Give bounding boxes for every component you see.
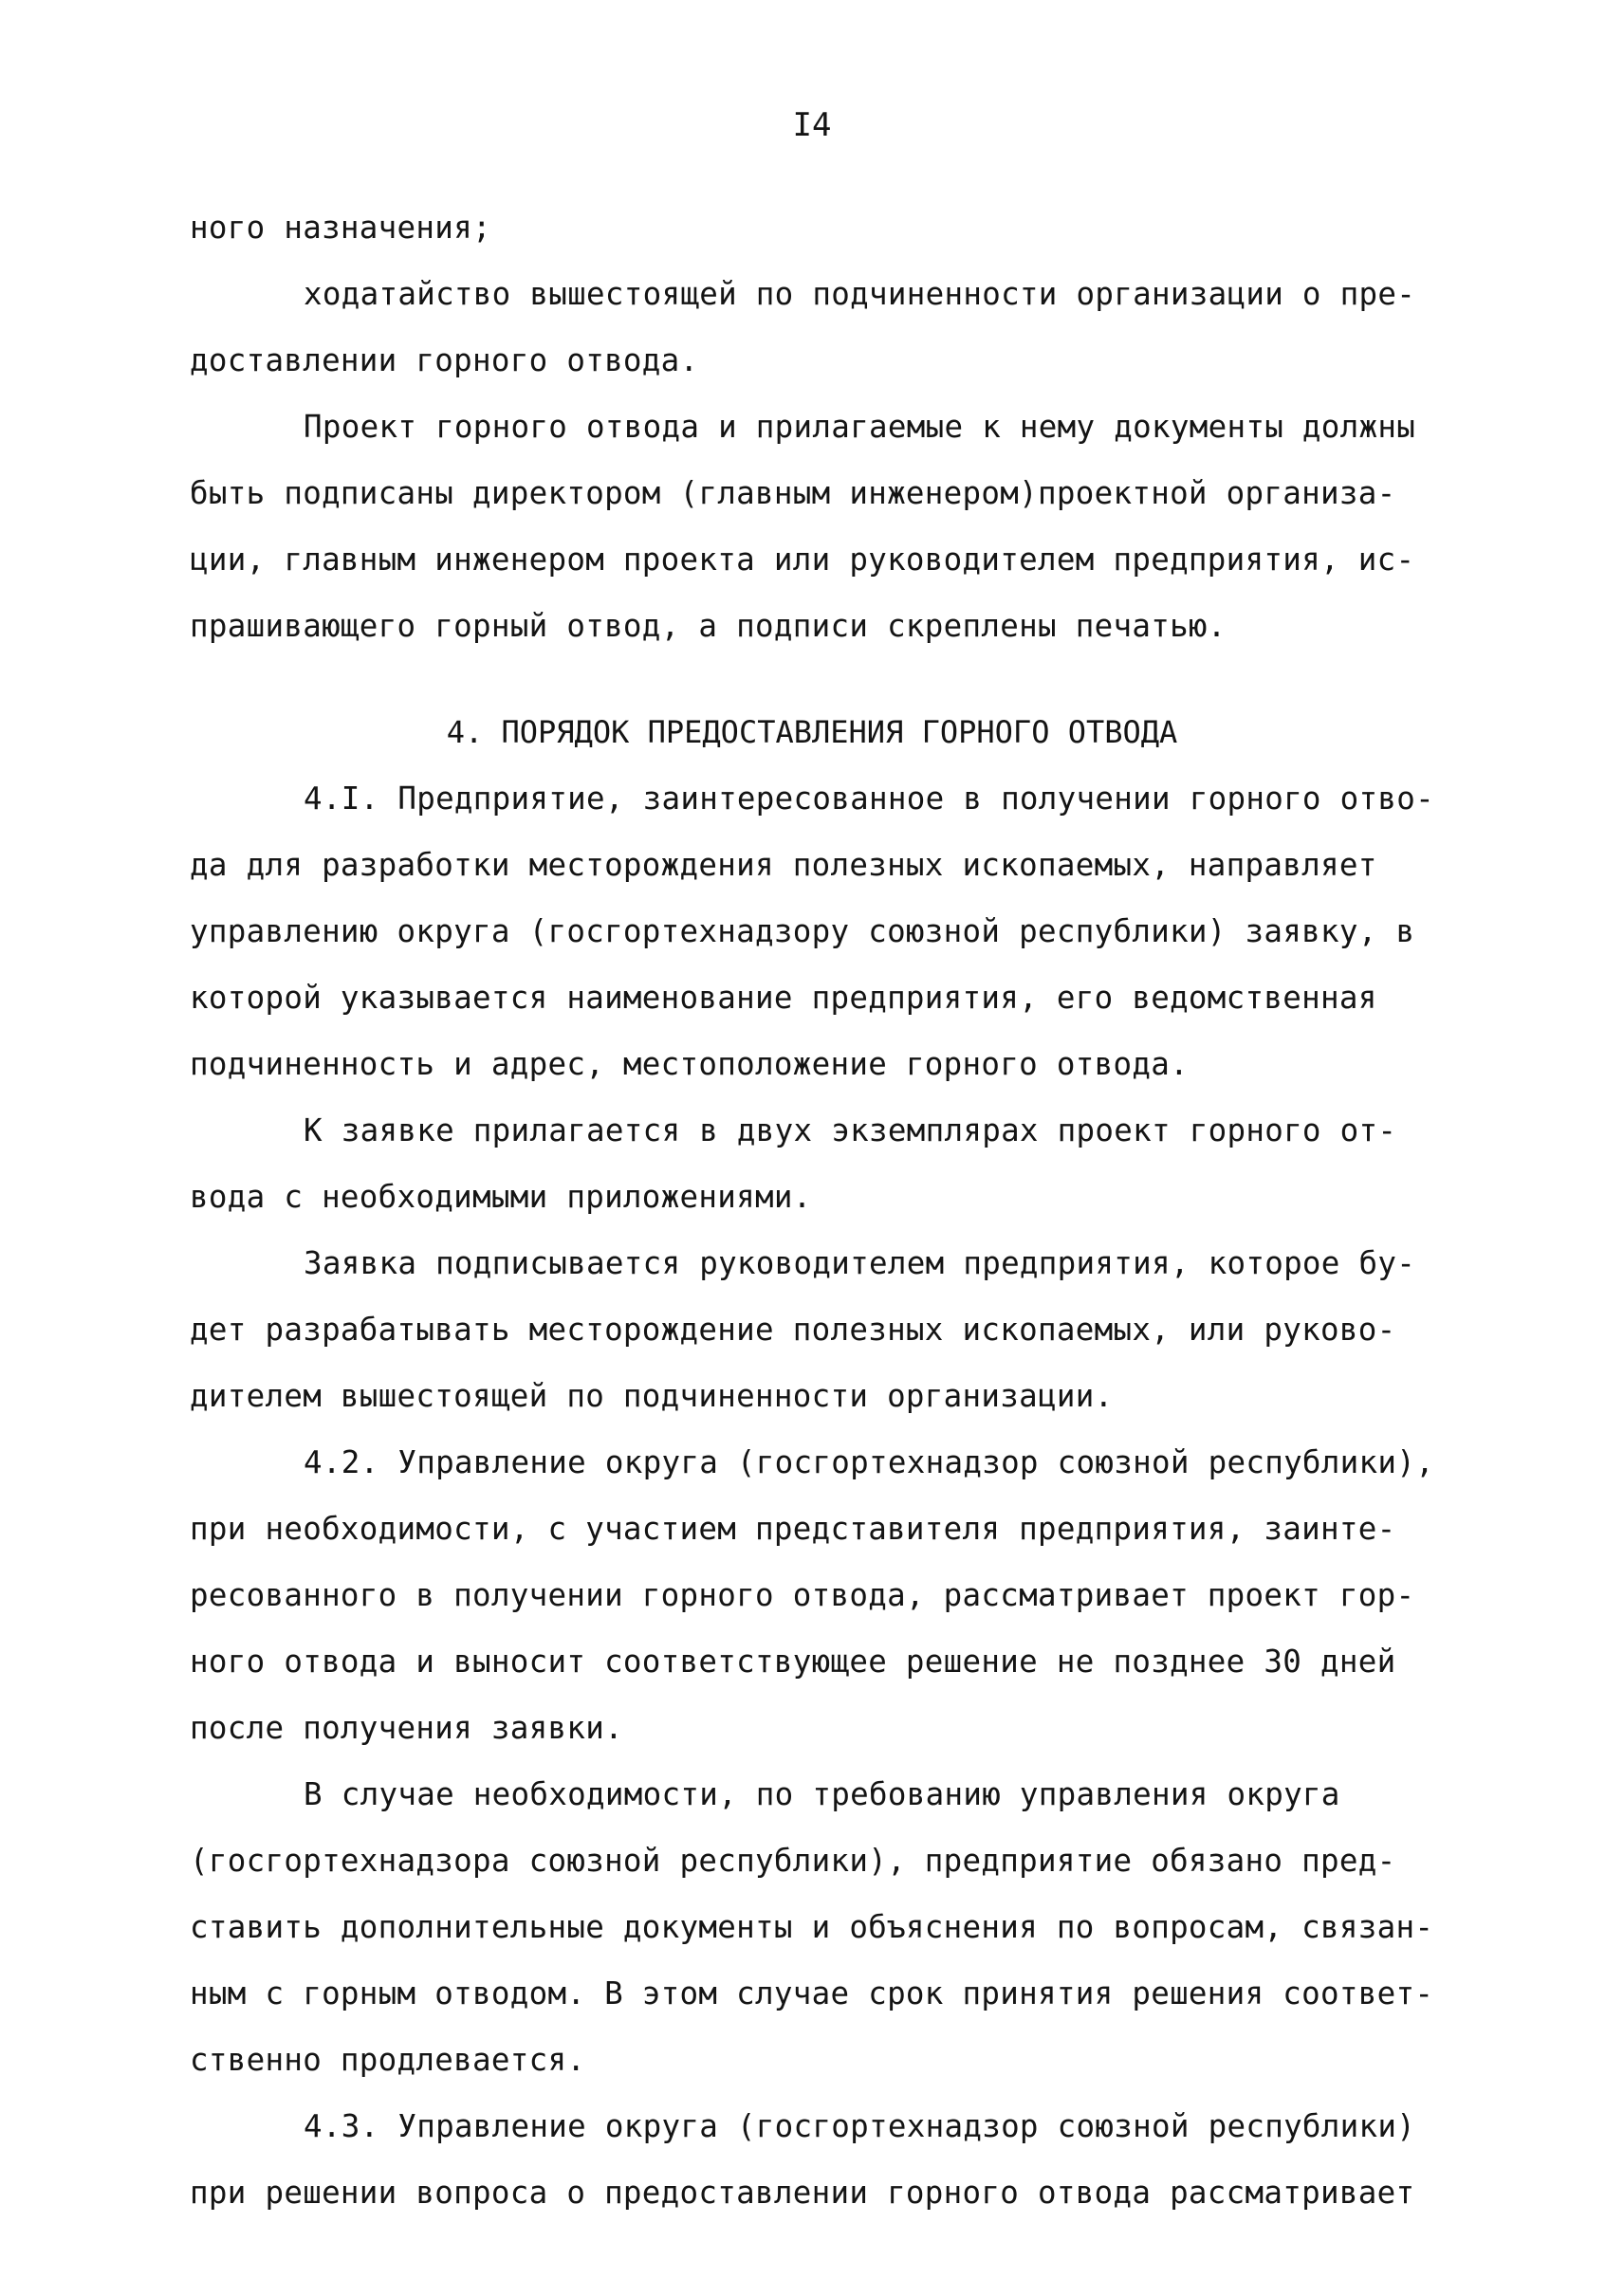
text-line: Проект горного отвода и прилагаемые к нему документы должны (304, 409, 1416, 445)
text-line: при необходимости, с участием представителя предприятия, заинте- (190, 1511, 1396, 1547)
text-line: К заявке прилагается в двух экземплярах проект горного от- (304, 1112, 1397, 1148)
text-line: дителем вышестоящей по подчиненности организации. (190, 1378, 1114, 1414)
text-line: 4.2. Управление округа (госгортехнадзор союзной республики), (304, 1444, 1434, 1480)
text-line: доставлении горного отвода. (190, 342, 699, 378)
text-line: 4.3. Управление округа (госгортехнадзор союзной республики) (304, 2108, 1416, 2144)
text-line: вода с необходимыми приложениями. (190, 1179, 812, 1215)
page-number: I4 (792, 106, 832, 144)
text-line: да для разработки месторождения полезных ископаемых, направляет (190, 847, 1377, 883)
text-line: (госгортехнадзора союзной республики), предприятие обязано пред- (190, 1843, 1396, 1879)
section-heading: 4. ПОРЯДОК ПРЕДОСТАВЛЕНИЯ ГОРНОГО ОТВОДА (446, 714, 1178, 750)
text-line: ственно продлевается. (190, 2042, 586, 2078)
text-line: быть подписаны директором (главным инженером)проектной организа- (190, 475, 1396, 511)
text-line: ставить дополнительные документы и объяснения по вопросам, связан- (190, 1909, 1434, 1945)
text-line: которой указывается наименование предприятия, его ведомственная (190, 980, 1377, 1016)
text-line: прашивающего горный отвод, а подписи скреплены печатью. (190, 608, 1227, 644)
text-line: ного назначения; (190, 210, 491, 246)
text-line: В случае необходимости, по требованию управления округа (304, 1776, 1340, 1812)
text-line: ным с горным отводом. В этом случае срок принятия решения соответ- (190, 1975, 1434, 2011)
text-line: ного отвода и выносит соответствующее решение не позднее 30 дней (190, 1644, 1396, 1680)
text-line: после получения заявки. (190, 1710, 623, 1746)
text-line: при решении вопроса о предоставлении горного отвода рассматривает (190, 2175, 1415, 2211)
text-line: управлению округа (госгортехнадзору союзной республики) заявку, в (190, 913, 1415, 949)
text-line: Заявка подписывается руководителем предприятия, которое бу- (304, 1245, 1416, 1281)
text-line: подчиненность и адрес, местоположение горного отвода. (190, 1046, 1189, 1082)
text-line: ходатайство вышестоящей по подчиненности организации о пре- (304, 276, 1416, 312)
text-line: 4.I. Предприятие, заинтересованное в получении горного отво- (304, 781, 1434, 817)
text-line: ресованного в получении горного отвода, рассматривает проект гор- (190, 1577, 1415, 1613)
text-line: дет разрабатывать месторождение полезных ископаемых, или руково- (190, 1312, 1396, 1348)
text-line: ции, главным инженером проекта или руководителем предприятия, ис- (190, 542, 1415, 578)
